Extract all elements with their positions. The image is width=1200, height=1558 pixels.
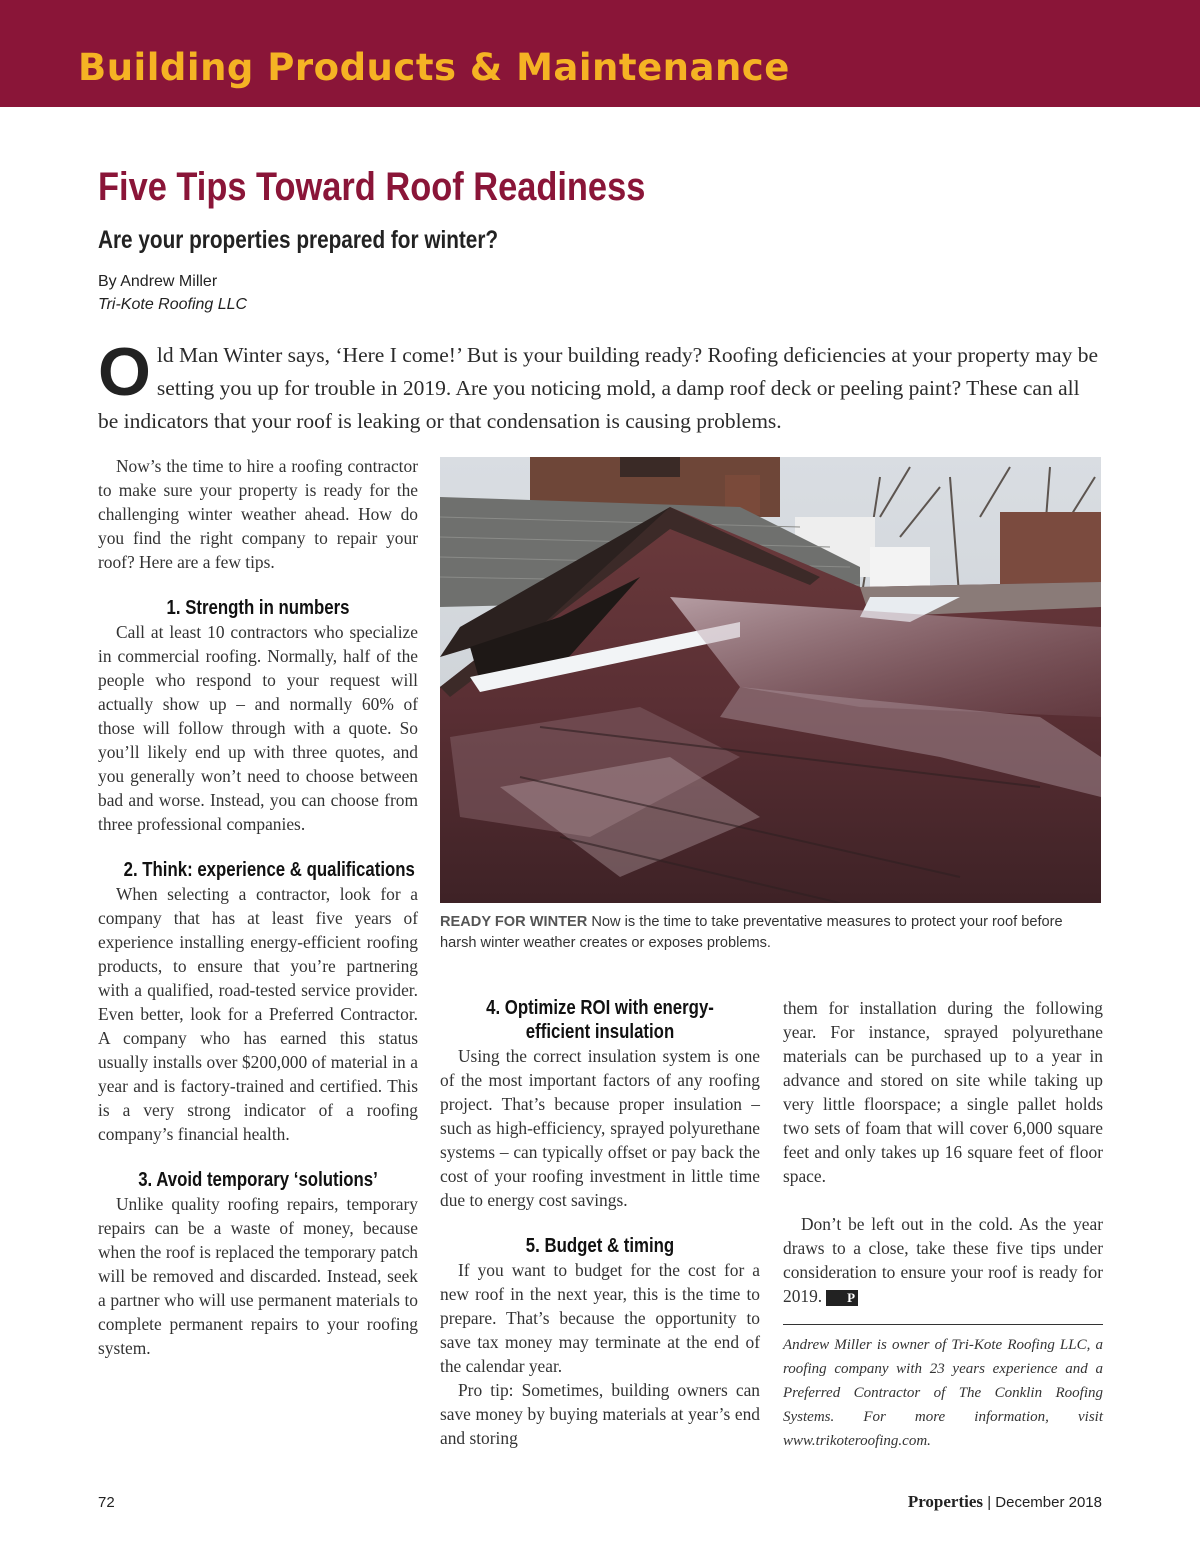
conclusion-paragraph (783, 1212, 1103, 1308)
tip-4-body: Using the correct insulation system is one of the most important factors of any roofing project. That’s because proper insulation – such as high-efficiency, sprayed polyurethane systems – can typically offset or pay back the cost of your roofing investment in little time due to energy cost savings. (440, 1046, 760, 1210)
caption-text: Now is the time to take preventative measures to protect your roof before harsh winter weather creates or exposes problems. (440, 914, 1063, 951)
bio-divider (783, 1324, 1103, 1325)
drop-cap: O (98, 334, 151, 410)
photo-caption (440, 912, 1102, 954)
issue-date: | December 2018 (987, 1494, 1102, 1511)
section-title: Building Products & Maintenance (78, 46, 790, 89)
caption-heading: READY FOR WINTER (440, 914, 588, 930)
author-name: By Andrew Miller (98, 273, 218, 290)
tip-1-body: Call at least 10 contractors who specialize in commercial roofing. Normally, half of the people who respond to your request will actually show up – and normally 60% of those will follow through with a quote. So you’ll likely end up with three quotes, and you generally won’t need to choose between bad and worse. Instead, you can choose from three professional companies. (98, 622, 418, 834)
tip-2-body: When selecting a contractor, look for a company that has at least five years of experience installing energy-efficient roofing products, to ensure that you’re partnering with a qualified, road-tested service provider. Even better, look for a Preferred Contractor. A company who has earned this status usually installs over $200,000 of material in a year and is factory-trained and certified. This is a very strong indicator of a roofing company’s financial health. (98, 884, 418, 1144)
tip-2-heading: 2. Think: experience & qualifications (123, 859, 415, 881)
tip-5-continued: them for installation during the following year. For instance, sprayed polyurethane materials can be purchased up to a year in advance and stored on site while taking up very little floorspace; a single pallet holds two sets of foam that will cover 6,000 square feet and only takes up 16 square feet of floor space. (783, 998, 1103, 1186)
tip-5-pro-tip: Pro tip: Sometimes, building owners can save money by buying materials at year’s end and storing (440, 1380, 760, 1448)
lead-paragraph: Now’s the time to hire a roofing contractor to make sure your property is ready for the challenging winter weather ahead. How do you find the right company to repair your roof? Here are a few tips. (98, 456, 418, 572)
magazine-footer (908, 1492, 1102, 1512)
tip-1-heading: 1. Strength in numbers (166, 597, 350, 619)
page-number: 72 (98, 1494, 115, 1511)
roof-photo (440, 457, 1101, 903)
tip-5-heading: 5. Budget & timing (525, 1235, 675, 1257)
roof-photo-illustration (440, 457, 1101, 903)
byline (98, 270, 247, 316)
column-right (783, 996, 1103, 1453)
article-subtitle: Are your properties prepared for winter? (98, 226, 499, 254)
intro-paragraph (98, 334, 1102, 438)
article-title: Five Tips Toward Roof Readiness (98, 165, 646, 209)
tip-4-heading: 4. Optimize ROI with energy-efficient insulation (486, 997, 714, 1043)
tip-3-heading: 3. Avoid temporary ‘solutions’ (138, 1169, 378, 1191)
end-mark: P (826, 1290, 858, 1306)
conclusion-text: Don’t be left out in the cold. As the year draws to a close, take these five tips under consideration to ensure your roof is ready for 2019. (783, 1214, 1103, 1306)
magazine-name: Properties (907, 1492, 984, 1511)
column-middle (440, 996, 760, 1450)
tip-5-body: If you want to budget for the cost for a new roof in the next year, this is the time to prepare. That’s because the opportunity to save tax money may terminate at the end of the calendar year. (440, 1260, 760, 1376)
intro-text: ld Man Winter says, ‘Here I come!’ But is your building ready? Roofing deficiencies at your property may be setting you up for trouble in 2019. Are you noticing mold, a damp roof deck or peeling paint? These can all be indicators that your roof is leaking or that condensation is causing problems. (98, 343, 1098, 433)
tip-3-body: Unlike quality roofing repairs, temporary repairs can be a waste of money, because when the roof is replaced the temporary patch will be removed and discarded. Instead, seek a partner who will use permanent materials to complete permanent repairs to your roofing system. (98, 1194, 418, 1358)
column-left (98, 454, 418, 1360)
author-company: Tri-Kote Roofing LLC (98, 296, 248, 313)
author-bio: Andrew Miller is owner of Tri-Kote Roofing LLC, a roofing company with 23 years experience and a Preferred Contractor of The Conklin Roofing Systems. For more information, visit www.trikoteroofing.com. (783, 1337, 1103, 1449)
